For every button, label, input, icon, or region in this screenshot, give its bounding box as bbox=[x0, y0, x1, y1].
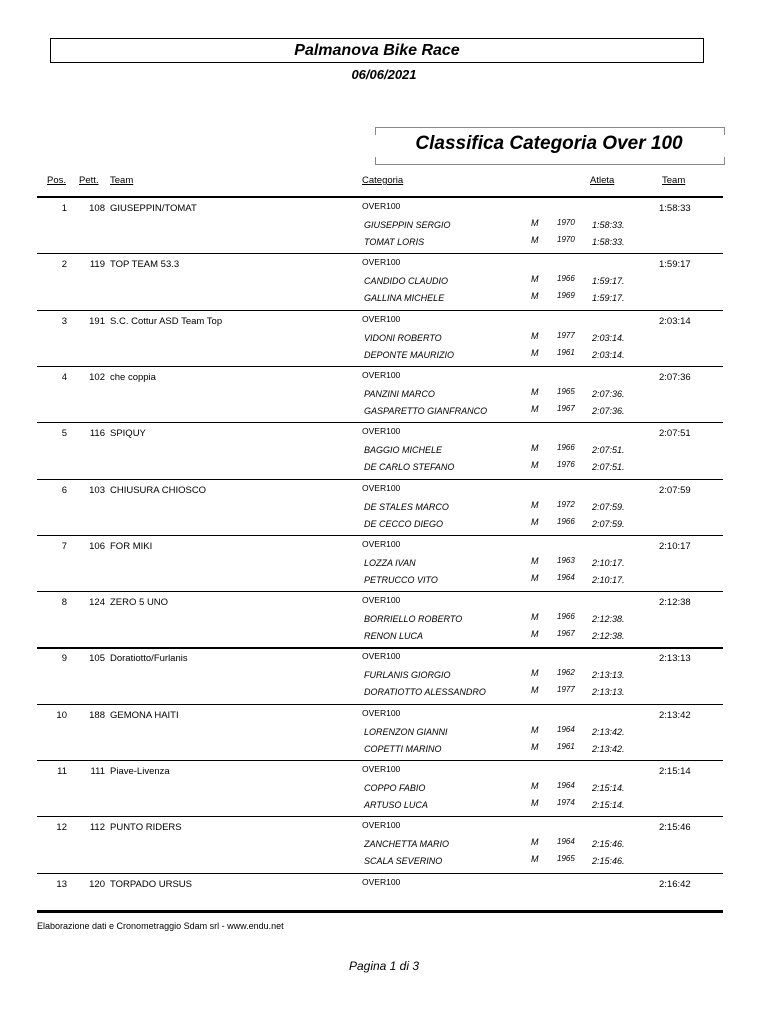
athlete-name: DORATIOTTO ALESSANDRO bbox=[364, 687, 486, 698]
row-team-name: FOR MIKI bbox=[110, 540, 153, 552]
row-category: OVER100 bbox=[362, 651, 401, 662]
athlete-sex: M bbox=[531, 685, 539, 696]
athlete-name: RENON LUCA bbox=[364, 631, 424, 642]
athlete-time: 2:07:36. bbox=[592, 388, 625, 399]
athlete-birth-year: 1966 bbox=[557, 443, 575, 453]
col-header-team: Team bbox=[110, 175, 134, 186]
athlete-birth-year: 1964 bbox=[557, 724, 575, 734]
col-header-team-time: Team bbox=[662, 175, 686, 186]
athlete-sex: M bbox=[531, 386, 539, 397]
athlete-name: BORRIELLO ROBERTO bbox=[364, 614, 463, 625]
athlete-name: GASPARETTO GIANFRANCO bbox=[364, 405, 488, 416]
athlete-sex: M bbox=[531, 274, 539, 285]
athlete-birth-year: 1963 bbox=[557, 555, 575, 565]
row-bib-number: 108 bbox=[89, 203, 105, 214]
athlete-time: 2:12:38. bbox=[592, 614, 625, 625]
athlete-name: GIUSEPPIN SERGIO bbox=[364, 220, 451, 230]
page-indicator: Pagina 1 di 3 bbox=[348, 959, 420, 973]
row-separator bbox=[37, 591, 723, 592]
athlete-time: 2:13:42. bbox=[592, 726, 625, 737]
row-category: OVER100 bbox=[362, 707, 401, 718]
row-team-name: Piave-Livenza bbox=[110, 766, 170, 777]
row-position: 11 bbox=[57, 766, 67, 777]
athlete-time: 2:07:51. bbox=[592, 445, 625, 456]
table-row bbox=[37, 538, 723, 594]
athlete-birth-year: 1961 bbox=[557, 741, 575, 751]
row-separator bbox=[37, 816, 723, 817]
table-row bbox=[37, 707, 723, 763]
row-bib-number: 120 bbox=[89, 878, 105, 890]
athlete-time: 2:13:42. bbox=[592, 743, 625, 754]
row-category: OVER100 bbox=[362, 201, 401, 211]
race-title: Palmanova Bike Race bbox=[50, 38, 704, 63]
col-header-atleta: Atleta bbox=[590, 175, 615, 186]
athlete-sex: M bbox=[531, 347, 539, 358]
athlete-time: 1:58:33. bbox=[592, 237, 625, 247]
athlete-birth-year: 1965 bbox=[557, 386, 575, 396]
athlete-time: 2:03:14. bbox=[592, 349, 625, 360]
athlete-time: 2:15:46. bbox=[592, 839, 625, 850]
row-bib-number: 111 bbox=[90, 766, 105, 777]
athlete-sex: M bbox=[531, 612, 539, 623]
row-team-name: SPIQUY bbox=[110, 428, 146, 440]
row-separator bbox=[37, 366, 723, 367]
row-separator bbox=[37, 535, 723, 536]
athlete-time: 2:15:14. bbox=[592, 800, 625, 810]
row-position: 5 bbox=[61, 428, 67, 440]
row-category: OVER100 bbox=[362, 257, 401, 268]
row-team-name: GIUSEPPIN/TOMAT bbox=[110, 203, 197, 214]
athlete-birth-year: 1974 bbox=[557, 798, 575, 807]
athlete-time: 2:15:14. bbox=[592, 783, 625, 793]
row-team-time: 2:16:42 bbox=[659, 878, 691, 890]
row-team-time: 1:58:33 bbox=[659, 203, 691, 214]
row-category: OVER100 bbox=[362, 426, 401, 437]
athlete-time: 2:10:17. bbox=[592, 574, 625, 585]
athlete-time: 2:12:38. bbox=[592, 631, 625, 642]
row-team-name: TORPADO URSUS bbox=[110, 878, 192, 890]
athlete-sex: M bbox=[531, 516, 539, 527]
athlete-birth-year: 1965 bbox=[557, 854, 575, 864]
athlete-sex: M bbox=[531, 837, 539, 848]
athlete-sex: M bbox=[531, 741, 539, 752]
row-bib-number: 119 bbox=[89, 259, 105, 271]
row-position: 10 bbox=[56, 709, 67, 721]
athlete-birth-year: 1967 bbox=[557, 403, 575, 413]
athlete-birth-year: 1970 bbox=[557, 218, 575, 227]
row-category: OVER100 bbox=[362, 369, 401, 380]
athlete-name: PANZINI MARCO bbox=[364, 388, 435, 399]
race-date: 06/06/2021 bbox=[351, 67, 417, 82]
row-bib-number: 188 bbox=[89, 709, 105, 721]
table-row bbox=[37, 594, 723, 650]
row-category: OVER100 bbox=[362, 595, 401, 606]
athlete-sex: M bbox=[531, 330, 539, 341]
athlete-sex: M bbox=[531, 668, 539, 679]
col-header-pett: Pett. bbox=[79, 175, 99, 186]
athlete-sex: M bbox=[531, 629, 539, 640]
category-box-bottom-border bbox=[375, 157, 725, 165]
athlete-time: 2:07:59. bbox=[592, 518, 625, 529]
row-position: 6 bbox=[61, 484, 67, 496]
table-row bbox=[37, 369, 723, 425]
athlete-birth-year: 1964 bbox=[557, 837, 575, 847]
athlete-sex: M bbox=[531, 403, 539, 414]
athlete-time: 2:07:36. bbox=[592, 405, 625, 416]
row-team-name: TOP TEAM 53.3 bbox=[110, 259, 180, 271]
athlete-birth-year: 1977 bbox=[557, 330, 575, 340]
row-separator bbox=[37, 873, 723, 874]
athlete-birth-year: 1969 bbox=[557, 291, 575, 301]
row-position: 7 bbox=[61, 540, 67, 552]
athlete-birth-year: 1972 bbox=[557, 499, 575, 509]
athlete-birth-year: 1977 bbox=[557, 685, 575, 695]
table-row bbox=[37, 313, 723, 369]
row-team-time: 2:07:51 bbox=[659, 428, 691, 440]
athlete-time: 2:10:17. bbox=[592, 557, 625, 568]
row-team-time: 2:13:13 bbox=[659, 653, 691, 665]
athlete-time: 2:13:13. bbox=[592, 687, 625, 698]
row-separator bbox=[37, 310, 723, 311]
row-team-name: che coppia bbox=[110, 371, 156, 383]
athlete-name: CANDIDO CLAUDIO bbox=[364, 276, 449, 287]
athlete-sex: M bbox=[531, 291, 539, 302]
row-category: OVER100 bbox=[362, 482, 401, 493]
table-row bbox=[37, 482, 723, 538]
athlete-name: ARTUSO LUCA bbox=[364, 800, 428, 810]
athlete-birth-year: 1967 bbox=[557, 629, 575, 639]
row-position: 13 bbox=[56, 878, 67, 890]
row-position: 9 bbox=[61, 653, 67, 665]
athlete-sex: M bbox=[531, 555, 539, 566]
athlete-name: LORENZON GIANNI bbox=[364, 726, 448, 737]
athlete-time: 2:07:59. bbox=[592, 501, 625, 512]
row-position: 3 bbox=[61, 315, 67, 327]
row-team-name: GEMONA HAITI bbox=[110, 709, 179, 721]
athlete-sex: M bbox=[531, 443, 539, 454]
athlete-sex: M bbox=[531, 798, 539, 808]
athlete-sex: M bbox=[531, 854, 539, 865]
athlete-time: 2:07:51. bbox=[592, 462, 625, 473]
row-bib-number: 106 bbox=[89, 540, 105, 552]
athlete-name: COPETTI MARINO bbox=[364, 743, 442, 754]
athlete-birth-year: 1962 bbox=[557, 668, 575, 678]
row-position: 4 bbox=[61, 371, 67, 383]
athlete-sex: M bbox=[531, 724, 539, 735]
athlete-birth-year: 1976 bbox=[557, 460, 575, 470]
athlete-sex: M bbox=[531, 499, 539, 510]
row-bib-number: 191 bbox=[89, 315, 105, 327]
row-position: 8 bbox=[61, 597, 67, 609]
athlete-sex: M bbox=[531, 460, 539, 471]
table-row bbox=[37, 256, 723, 312]
row-team-time: 2:12:38 bbox=[659, 597, 691, 609]
table-top-rule bbox=[37, 196, 723, 198]
athlete-sex: M bbox=[531, 235, 539, 245]
row-team-time: 2:10:17 bbox=[659, 540, 691, 552]
row-separator bbox=[37, 647, 723, 649]
row-position: 2 bbox=[61, 259, 67, 271]
athlete-birth-year: 1966 bbox=[557, 274, 575, 284]
col-header-categoria: Categoria bbox=[362, 175, 404, 186]
row-separator bbox=[37, 704, 723, 705]
athlete-name: COPPO FABIO bbox=[364, 783, 426, 793]
athlete-name: DE CARLO STEFANO bbox=[364, 462, 455, 473]
athlete-name: LOZZA IVAN bbox=[364, 557, 416, 568]
athlete-time: 1:59:17. bbox=[592, 276, 625, 287]
row-category: OVER100 bbox=[362, 764, 401, 774]
athlete-sex: M bbox=[531, 781, 539, 791]
row-position: 12 bbox=[56, 822, 67, 834]
athlete-name: BAGGIO MICHELE bbox=[364, 445, 443, 456]
athlete-time: 2:03:14. bbox=[592, 332, 625, 343]
athlete-name: ZANCHETTA MARIO bbox=[364, 839, 449, 850]
athlete-name: DEPONTE MAURIZIO bbox=[364, 349, 455, 360]
row-bib-number: 116 bbox=[89, 428, 105, 440]
row-bib-number: 105 bbox=[89, 653, 105, 665]
row-bib-number: 124 bbox=[89, 597, 105, 609]
table-row bbox=[37, 819, 723, 875]
row-team-name: ZERO 5 UNO bbox=[110, 597, 169, 609]
athlete-time: 2:15:46. bbox=[592, 856, 625, 867]
table-row bbox=[37, 763, 723, 819]
athlete-sex: M bbox=[531, 572, 539, 583]
row-category: OVER100 bbox=[362, 876, 401, 887]
row-team-name: Doratiotto/Furlanis bbox=[110, 653, 188, 665]
athlete-sex: M bbox=[531, 218, 539, 228]
row-team-time: 2:03:14 bbox=[659, 315, 691, 327]
row-separator bbox=[37, 479, 723, 480]
athlete-name: FURLANIS GIORGIO bbox=[364, 670, 451, 681]
athlete-time: 1:59:17. bbox=[592, 293, 625, 304]
table-bottom-rule bbox=[37, 910, 723, 913]
table-row bbox=[37, 425, 723, 481]
row-separator bbox=[37, 422, 723, 423]
row-team-name: PUNTO RIDERS bbox=[110, 822, 182, 834]
athlete-time: 1:58:33. bbox=[592, 220, 625, 230]
row-bib-number: 112 bbox=[89, 822, 105, 834]
table-row bbox=[37, 650, 723, 706]
row-team-time: 2:15:14 bbox=[659, 766, 691, 777]
row-position: 1 bbox=[61, 203, 67, 214]
athlete-name: VIDONI ROBERTO bbox=[364, 332, 442, 343]
athlete-birth-year: 1964 bbox=[557, 781, 575, 790]
category-box bbox=[375, 127, 723, 165]
row-separator bbox=[37, 253, 723, 254]
row-category: OVER100 bbox=[362, 820, 401, 831]
athlete-name: DE CECCO DIEGO bbox=[364, 518, 444, 529]
row-team-time: 2:07:59 bbox=[659, 484, 691, 496]
athlete-birth-year: 1966 bbox=[557, 612, 575, 622]
row-team-time: 2:15:46 bbox=[659, 822, 691, 834]
row-team-time: 2:07:36 bbox=[659, 371, 691, 383]
row-team-name: S.C. Cottur ASD Team Top bbox=[110, 315, 223, 327]
row-category: OVER100 bbox=[362, 538, 401, 549]
athlete-time: 2:13:13. bbox=[592, 670, 625, 681]
row-bib-number: 102 bbox=[89, 371, 105, 383]
row-category: OVER100 bbox=[362, 313, 401, 324]
table-row bbox=[37, 200, 723, 256]
athlete-name: TOMAT LORIS bbox=[364, 237, 425, 247]
category-title: Classifica Categoria Over 100 bbox=[415, 133, 683, 154]
row-team-time: 1:59:17 bbox=[659, 259, 691, 271]
credits-text: Elaborazione dati e Cronometraggio Sdam srl - www.endu.net bbox=[37, 921, 284, 931]
athlete-birth-year: 1970 bbox=[557, 235, 575, 244]
col-header-pos: Pos. bbox=[47, 175, 67, 186]
athlete-birth-year: 1961 bbox=[557, 347, 575, 357]
athlete-birth-year: 1966 bbox=[557, 516, 575, 526]
athlete-name: PETRUCCO VITO bbox=[364, 574, 438, 585]
athlete-name: GALLINA MICHELE bbox=[364, 293, 445, 304]
row-team-name: CHIUSURA CHIOSCO bbox=[110, 484, 207, 496]
athlete-name: SCALA SEVERINO bbox=[364, 856, 443, 867]
row-bib-number: 103 bbox=[89, 484, 105, 496]
athlete-birth-year: 1964 bbox=[557, 572, 575, 582]
athlete-name: DE STALES MARCO bbox=[364, 501, 449, 512]
row-team-time: 2:13:42 bbox=[659, 709, 691, 721]
row-separator bbox=[37, 760, 723, 761]
